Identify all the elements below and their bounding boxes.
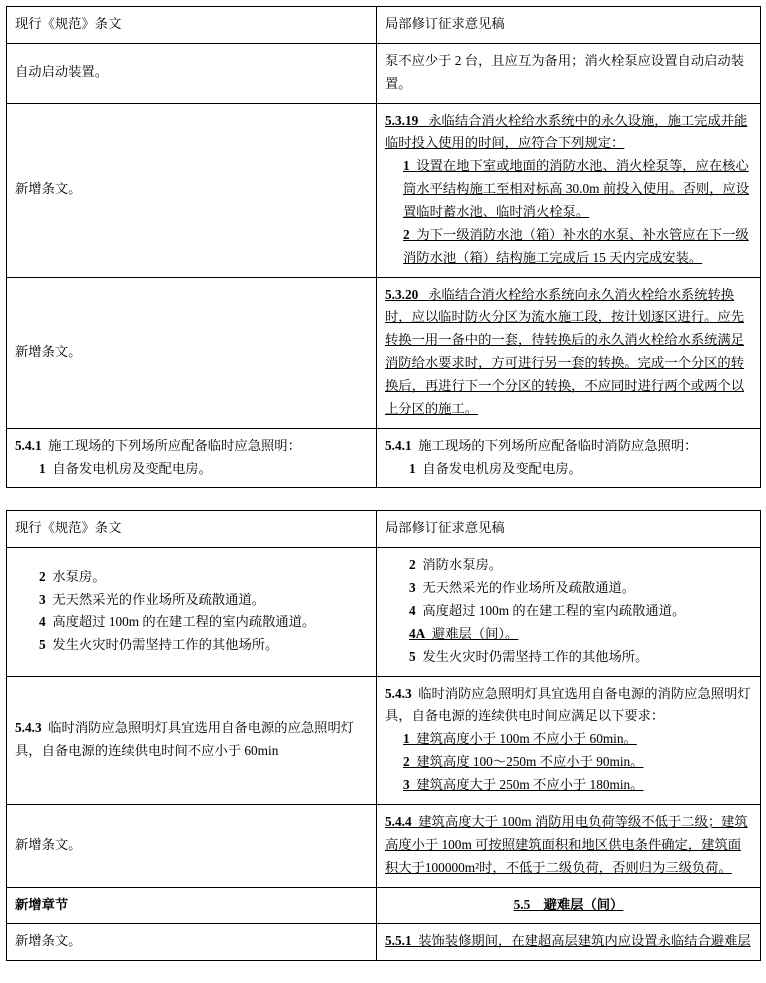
clause-paragraph: 自动启动装置。 (15, 64, 109, 80)
clause-number: 5.4.1 (15, 437, 42, 453)
clause-paragraph: 2 为下一级消防水池（箱）补水的水泵、补水管应在下一级消防水池（箱）结构施工完成后 15 天内完成安装。 (403, 226, 749, 265)
clause-number: 2 (403, 754, 410, 770)
clause-paragraph: 新增条文。 (15, 933, 82, 949)
cell-revised-draft (377, 43, 761, 103)
clause-paragraph: 3 无天然采光的作业场所及疏散通道。 (39, 591, 266, 607)
cell-revised-draft (377, 887, 761, 924)
cell-revised-draft (377, 548, 761, 676)
clause-number: 5.4.4 (385, 813, 412, 829)
cell-current-clause (7, 887, 377, 924)
cell-revised-draft (377, 428, 761, 488)
clause-number: 3 (403, 777, 410, 793)
table-row (7, 277, 761, 428)
cell-current-clause (7, 43, 377, 103)
cell-current-clause (7, 103, 377, 277)
cell-current-clause (7, 277, 377, 428)
clause-paragraph: 新增条文。 (15, 836, 82, 852)
clause-number: 5.4.3 (15, 719, 42, 735)
clause-paragraph: 5.4.3 临时消防应急照明灯具宜选用自备电源的消防应急照明灯具，自备电源的连续供电时间应满足以下要求： (385, 685, 751, 724)
clause-number: 4A (409, 625, 426, 641)
clause-number: 4 (409, 603, 416, 619)
clause-paragraph: 新增条文。 (15, 343, 82, 359)
clause-number: 1 (39, 460, 46, 476)
cell-current-clause (7, 804, 377, 887)
cell-revised-draft (377, 804, 761, 887)
cell-revised-draft (377, 103, 761, 277)
clause-number: 1 (403, 731, 410, 747)
table-row (7, 924, 761, 961)
clause-number: 4 (39, 614, 46, 630)
clause-paragraph: 4 高度超过 100m 的在建工程的室内疏散通道。 (39, 614, 316, 630)
section-title: 5.5 避难层（间） (513, 896, 624, 912)
clause-number: 3 (39, 591, 46, 607)
clause-number: 5.3.20 (385, 286, 419, 302)
clause-paragraph: 新增条文。 (15, 181, 82, 197)
clause-number: 2 (39, 568, 46, 584)
clause-paragraph: 5.5.1 装饰装修期间，在建超高层建筑内应设置永临结合避难层 (385, 933, 751, 949)
clause-paragraph: 2 水泵房。 (39, 568, 106, 584)
clause-number: 2 (409, 557, 416, 573)
section-title: 新增章节 (15, 896, 69, 912)
table-row (7, 548, 761, 676)
clause-paragraph: 2 建筑高度 100～250m 不应小于 90min。 (403, 754, 644, 770)
clause-paragraph: 5.3.20 永临结合消火栓给水系统向永久消火栓给水系统转换时，应以临时防火分区为流水施工段，按计划逐区进行。应先转换一用一备中的一套，待转换后的永久消火栓给水系统满足消防给水要求时，方可进行另一套的转换。完成一个分区的转换后，再进行下一个分区的转换，不应同时进行两个或两个以上分区的施工。 (385, 286, 745, 416)
clause-paragraph: 5.4.4 建筑高度大于 100m 消防用电负荷等级不低于二级；建筑高度小于 100m 可按照建筑面积和地区供电条件确定，建筑面积大于100000m²时，不低于二级负荷，否则归为三级负荷。 (385, 813, 748, 875)
comparison-table-1 (6, 6, 761, 488)
clause-number: 2 (403, 226, 410, 242)
table-row (7, 887, 761, 924)
clause-paragraph: 5.4.3 临时消防应急照明灯具宜选用自备电源的应急照明灯具，自备电源的连续供电时间不应小于 60min (15, 719, 355, 758)
cell-current-clause (7, 924, 377, 961)
clause-paragraph: 1 建筑高度小于 100m 不应小于 60min。 (403, 731, 637, 747)
clause-number: 5.5.1 (385, 933, 412, 949)
clause-paragraph: 5.3.19 永临结合消火栓给水系统中的永久设施，施工完成并能临时投入使用的时间，应符合下列规定： (385, 112, 748, 151)
table-row (7, 804, 761, 887)
clause-number: 5.4.1 (385, 437, 412, 453)
table-row (7, 103, 761, 277)
clause-number: 1 (403, 158, 410, 174)
cell-current-clause (7, 676, 377, 804)
clause-paragraph: 4A 避难层（间）。 (409, 625, 519, 641)
clause-number: 5 (39, 637, 46, 653)
table-row (7, 428, 761, 488)
clause-paragraph: 4 高度超过 100m 的在建工程的室内疏散通道。 (409, 603, 686, 619)
clause-paragraph: 1 自备发电机房及变配电房。 (409, 460, 582, 476)
clause-paragraph: 5 发生火灾时仍需坚持工作的其他场所。 (409, 648, 649, 664)
clause-number: 5.3.19 (385, 112, 419, 128)
cell-revised-draft (377, 676, 761, 804)
clause-paragraph: 2 消防水泵房。 (409, 557, 503, 573)
clause-number: 3 (409, 580, 416, 596)
clause-paragraph: 泵不应少于 2 台，且应互为备用；消火栓泵应设置自动启动装置。 (385, 52, 745, 91)
clause-paragraph: 1 设置在地下室或地面的消防水池、消火栓泵等，应在核心筒水平结构施工至相对标高 30.0m 前投入使用。否则，应设置临时蓄水池、临时消火栓泵。 (403, 158, 750, 220)
clause-paragraph: 3 无天然采光的作业场所及疏散通道。 (409, 580, 636, 596)
cell-current-clause (7, 428, 377, 488)
clause-paragraph: 5 发生火灾时仍需坚持工作的其他场所。 (39, 637, 279, 653)
cell-revised-draft (377, 924, 761, 961)
column-header-revised-draft: 局部修订征求意见稿 (377, 511, 761, 548)
clause-number: 1 (409, 460, 416, 476)
table-row (7, 43, 761, 103)
clause-paragraph: 3 建筑高度大于 250m 不应小于 180min。 (403, 777, 644, 793)
clause-paragraph: 5.4.1 施工现场的下列场所应配备临时消防应急照明： (385, 437, 698, 453)
cell-revised-draft (377, 277, 761, 428)
table-header-row (7, 511, 761, 548)
clause-number: 5.4.3 (385, 685, 412, 701)
column-header-current-clause: 现行《规范》条文 (7, 511, 377, 548)
table-row (7, 676, 761, 804)
clause-number: 5 (409, 648, 416, 664)
column-header-revised-draft: 局部修订征求意见稿 (377, 7, 761, 44)
clause-paragraph: 5.4.1 施工现场的下列场所应配备临时应急照明： (15, 437, 301, 453)
clause-paragraph: 1 自备发电机房及变配电房。 (39, 460, 212, 476)
cell-current-clause (7, 548, 377, 676)
table-header-row (7, 7, 761, 44)
column-header-current-clause: 现行《规范》条文 (7, 7, 377, 44)
